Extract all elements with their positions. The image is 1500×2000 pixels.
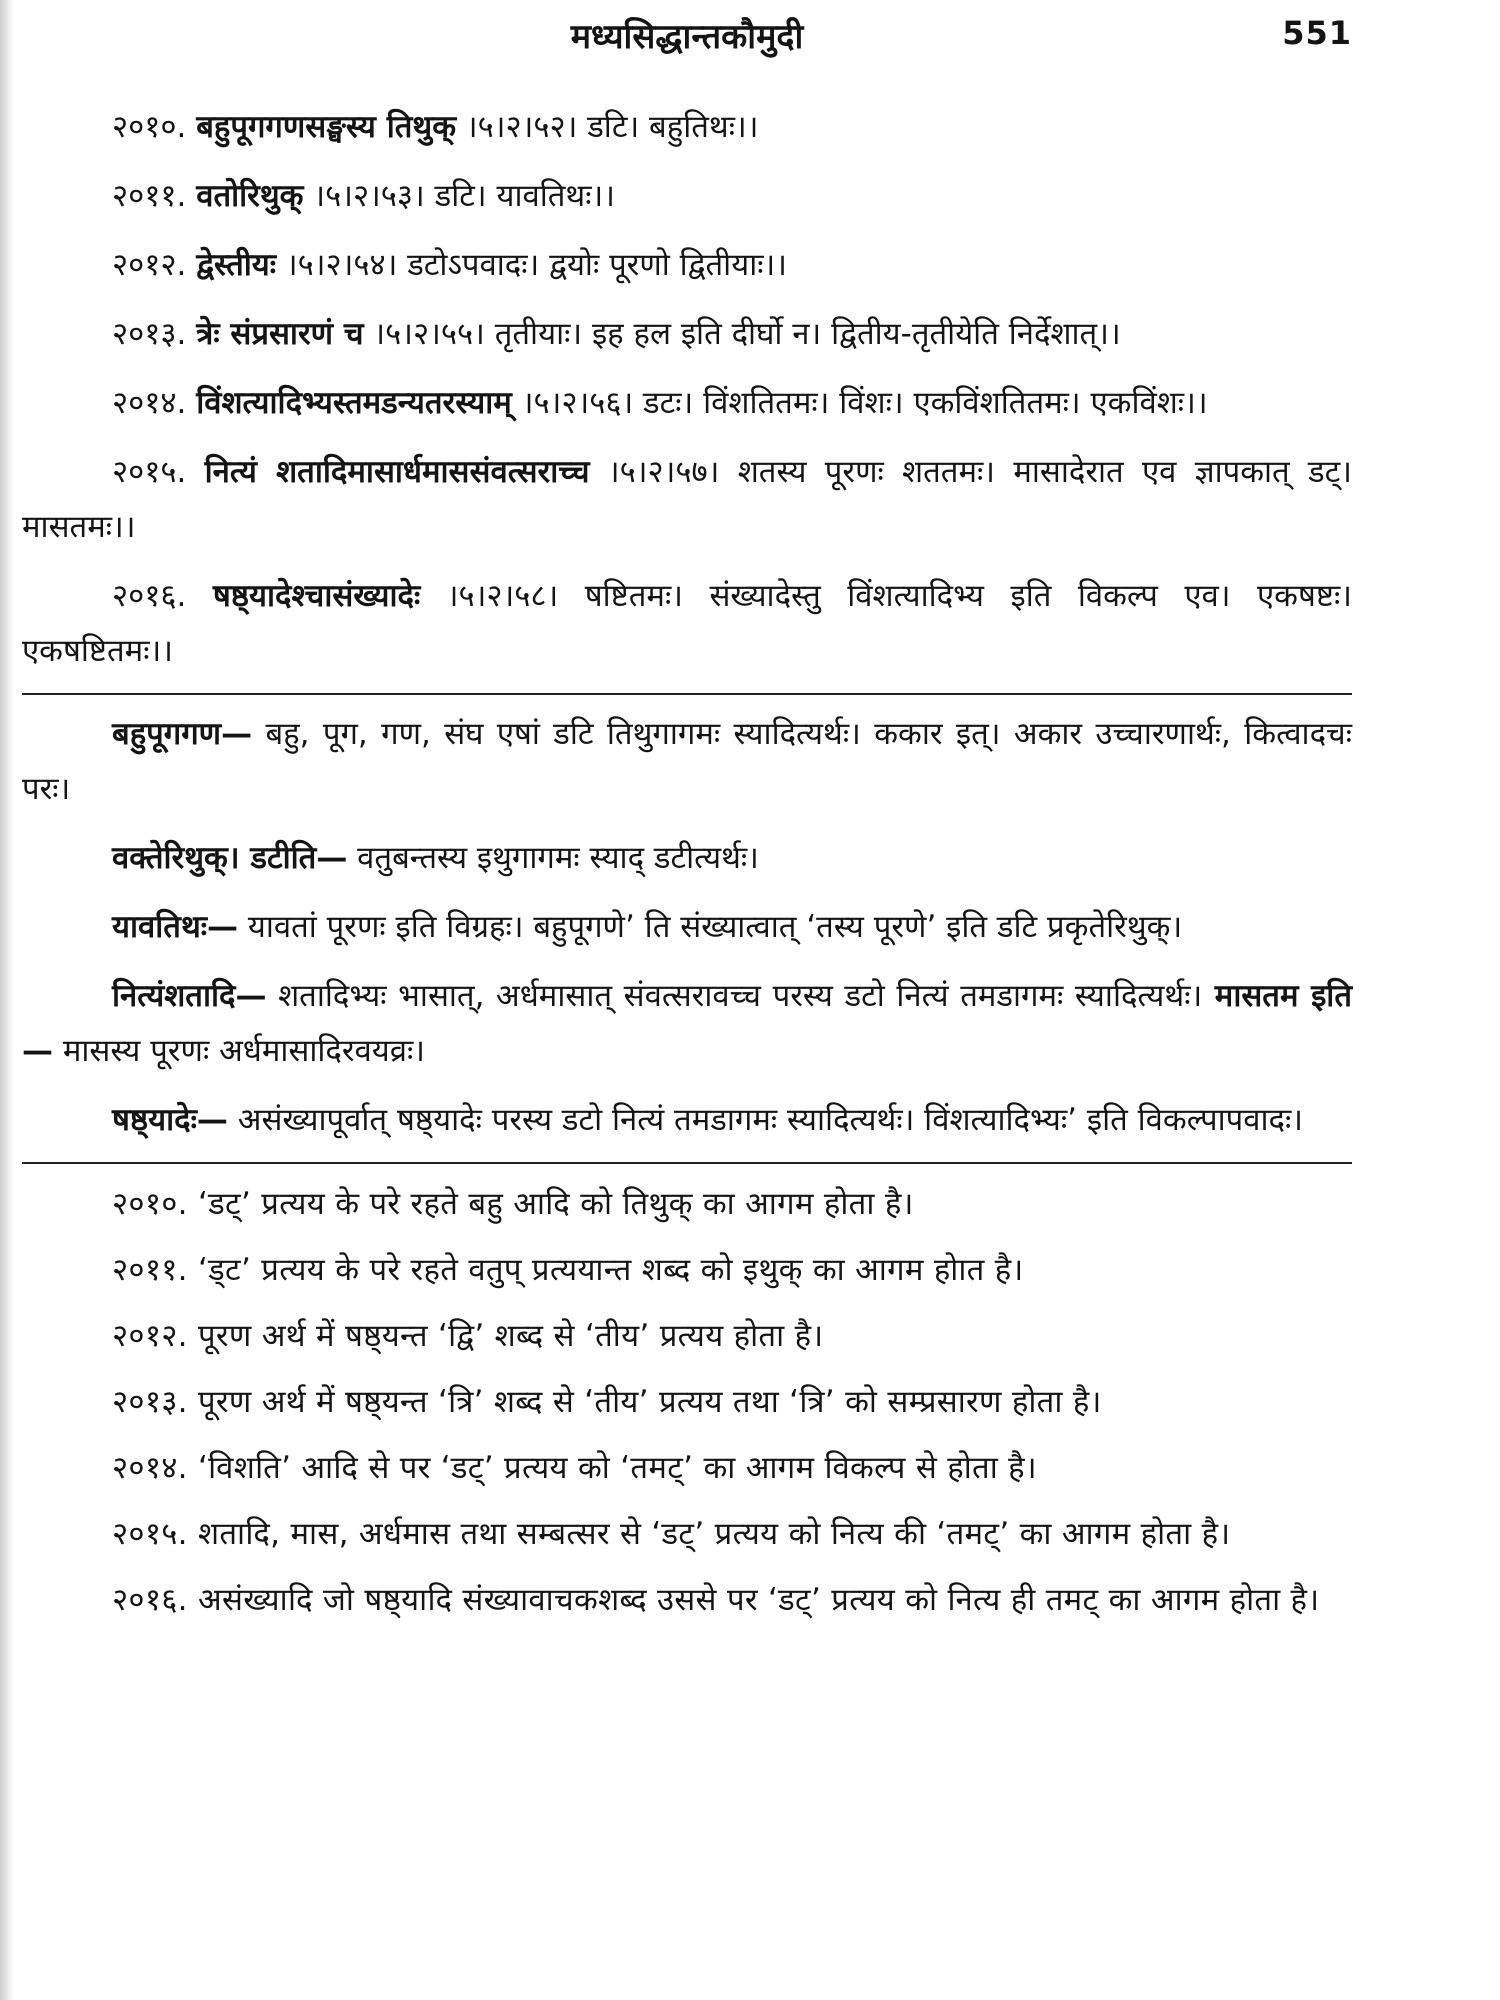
commentary-vatorithuk xyxy=(22,831,1352,886)
translation-2016: २०१६. असंख्यादि जो षष्ठ्यादि संख्यावाचकशब्द उससे पर ‘डट्’ प्रत्यय को नित्य ही तमट् का आगम होता है। xyxy=(112,1582,1320,1618)
commentary-body: असंख्यापूर्वात् षष्ठ्यादेः परस्य डटो नित्यं तमडागमः स्यादित्यर्थः। विंशत्यादिभ्यः’ इति विकल्पापवादः। xyxy=(227,1102,1303,1138)
sutra-body: ।५।२।५५। तृतीयाः। इह हल इति दीर्घो न। द्वितीय-तृतीयेति निर्देशात्।। xyxy=(363,316,1121,352)
sutra-2016 xyxy=(22,569,1352,679)
commentary-keyword: वक्तेरिथुक्। डटीति— xyxy=(112,840,348,876)
sutra-2010 xyxy=(22,100,1352,155)
translation-2012: २०१२. पूरण अर्थ में षष्ठ्यन्त ‘द्वि’ शब्द से ‘तीय’ प्रत्यय होता है। xyxy=(112,1318,824,1354)
translation-2014: २०१४. ‘विशति’ आदि से पर ‘डट्’ प्रत्यय को ‘तमट्’ का आगम विकल्प से होता है। xyxy=(112,1450,1037,1486)
running-title: मध्यसिद्धान्तकौमुदी xyxy=(570,17,804,57)
translation-2013: २०१३. पूरण अर्थ में षष्ठ्यन्त ‘त्रि’ शब्द से ‘तीय’ प्रत्यय तथा ‘त्रि’ को सम्प्रसारण होता है। xyxy=(112,1384,1102,1420)
sutra-body: ।५।२।५२। डटि। बहुतिथः।। xyxy=(456,109,759,145)
commentary-keyword: यावतिथः— xyxy=(112,909,239,945)
sutra-number: २०१०. xyxy=(112,109,187,145)
sutra-body: ।५।२।५४। डटोऽपवादः। द्वयोः पूरणो द्वितीयाः।। xyxy=(276,247,787,283)
commentary-keyword: नित्यंशतादि— xyxy=(112,978,267,1014)
main-text xyxy=(22,100,1352,1638)
sutra-number: २०१४. xyxy=(112,385,187,421)
sutra-body: ।५।२।५३। डटि। यावतिथः।। xyxy=(303,178,616,214)
commentary-nityamshatadi xyxy=(22,969,1352,1079)
commentary-body-secondary: मासस्य पूरणः अर्धमासादिरवयव्रः। xyxy=(53,1033,426,1069)
commentary-yavatithah xyxy=(22,900,1352,955)
translation-2015: २०१५. शतादि, मास, अर्धमास तथा सम्बत्सर से ‘डट्’ प्रत्यय को नित्य की ‘तमट्’ का आगम होता है। xyxy=(112,1516,1231,1552)
section-divider xyxy=(22,693,1352,695)
sutra-2011 xyxy=(22,169,1352,224)
commentary-shashthyadeh xyxy=(22,1093,1352,1148)
sutra-body: ।५।२।५८। षष्टितमः। संख्यादेस्तु विंशत्यादिभ्य इति विकल्प एव। एकषष्टः। एकषष्टितमः।। xyxy=(22,578,1353,669)
page-edge-shadow xyxy=(0,0,14,2000)
sutra-number: २०१२. xyxy=(112,247,187,283)
sutra-name: नित्यं शतादिमासार्धमाससंवत्सराच्च xyxy=(204,454,590,490)
sutra-2012 xyxy=(22,238,1352,293)
sutra-number: २०१६. xyxy=(112,578,187,614)
commentary-body: वतुबन्तस्य इथुगागमः स्याद् डटीत्यर्थः। xyxy=(347,840,759,876)
sutra-body: ।५।२।५६। डटः। विंशतितमः। विंशः। एकविंशतितमः। एकविंशः।। xyxy=(511,385,1208,421)
translation-2011: २०११. ‘ड्ट’ प्रत्यय के परे रहते वतुप् प्रत्ययान्त शब्द को इथुक् का आगम होात है। xyxy=(112,1252,1024,1288)
page-number: 551 xyxy=(1282,14,1352,52)
sutra-name: द्वेस्तीयः xyxy=(196,247,277,283)
commentary-keyword-secondary: मासतम इति— xyxy=(22,978,1352,1069)
commentary-bahupugagana xyxy=(22,707,1352,817)
sutra-body: ।५।२।५७। शतस्य पूरणः शततमः। मासादेरात एव ज्ञापकात् डट्। मासतमः।। xyxy=(22,454,1352,545)
section-divider xyxy=(22,1162,1352,1164)
commentary-body: शतादिभ्यः भासात्, अर्धमासात् संवत्सरावच्च परस्य डटो नित्यं तमडागमः स्यादित्यर्थः। xyxy=(266,978,1203,1014)
commentary-keyword: बहुपूगगण— xyxy=(112,716,253,752)
book-page xyxy=(22,0,1352,2000)
sutra-number: २०१५. xyxy=(112,454,187,490)
sutra-2013 xyxy=(22,307,1352,362)
sutra-2015 xyxy=(22,445,1352,555)
sutra-name: त्रेः संप्रसारणं च xyxy=(196,316,364,352)
translation-2010: २०१०. ‘डट्’ प्रत्यय के परे रहते बहु आदि को तिथुक् का आगम होता है। xyxy=(112,1186,914,1222)
sutra-name: बहुपूगगणसङ्घस्य तिथुक् xyxy=(196,109,457,145)
sutra-number: २०११. xyxy=(112,178,187,214)
commentary-keyword: षष्ठ्यादेः— xyxy=(112,1102,228,1138)
commentary-body: बहु, पूग, गण, संघ एषां डटि तिथुगागमः स्यादित्यर्थः। ककार इत्। अकार उच्चारणार्थः, कित्वादचः परः। xyxy=(22,716,1352,807)
commentary-body: यावतां पूरणः इति विग्रहः। बहुपूगणे’ ति संख्यात्वात् ‘तस्य पूरणे’ इति डटि प्रकृतेरिथुक्। xyxy=(238,909,1183,945)
sutra-name: वतोरिथुक् xyxy=(196,178,304,214)
sutra-name: षष्ठ्यादेश्चासंख्यादेः xyxy=(212,578,421,614)
page-header xyxy=(22,12,1352,72)
sutra-name: विंशत्यादिभ्यस्तमडन्यतरस्याम् xyxy=(196,385,512,421)
sutra-number: २०१३. xyxy=(112,316,187,352)
sutra-2014 xyxy=(22,376,1352,431)
